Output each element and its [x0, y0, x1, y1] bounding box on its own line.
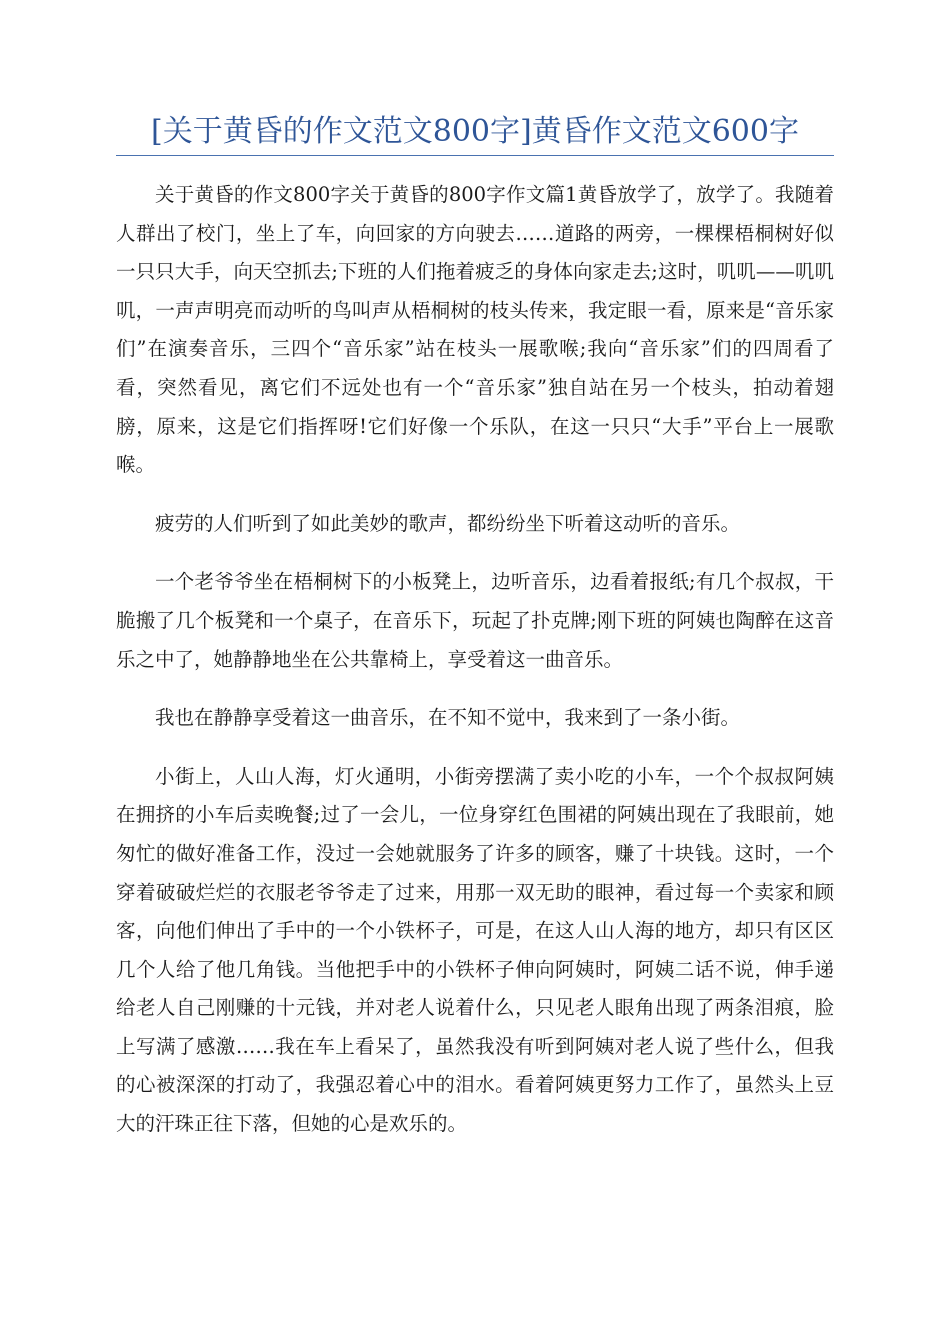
paragraph-3: 一个老爷爷坐在梧桐树下的小板凳上，边听音乐，边看着报纸;有几个叔叔，干脆搬了几个板凳和一个桌子，在音乐下，玩起了扑克牌;刚下班的阿姨也陶醉在这音乐之中了，她静静地坐在公共靠椅上，享受着这一曲音乐。 [116, 570, 834, 671]
paragraph-5: 小街上，人山人海，灯火通明，小街旁摆满了卖小吃的小车，一个个叔叔阿姨在拥挤的小车后卖晚餐;过了一会儿，一位身穿红色围裙的阿姨出现在了我眼前，她匆忙的做好准备工作，没过一会她就服务了许多的顾客，赚了十块钱。这时，一个穿着破破烂烂的衣服老爷爷走了过来，用那一双无助的眼神，看过每一个卖家和顾客，向他们伸出了手中的一个小铁杯子，可是，在这人山人海的地方，却只有区区几个人给了他几角钱。当他把手中的小铁杯子伸向阿姨时，阿姨二话不说，伸手递给老人自己刚赚的十元钱，并对老人说着什么，只见老人眼角出现了两条泪痕，脸上写满了感激……我在车上看呆了，虽然我没有听到阿姨对老人说了些什么，但我的心被深深的打动了，我强忍着心中的泪水。看着阿姨更努力工作了，虽然头上豆大的汗珠正往下落，但她的心是欢乐的。 [116, 764, 834, 1136]
document-body [116, 176, 834, 1164]
paragraph-2: 疲劳的人们听到了如此美妙的歌声，都纷纷坐下听着这动听的音乐。 [155, 511, 741, 535]
paragraph-4: 我也在静静享受着这一曲音乐，在不知不觉中，我来到了一条小街。 [155, 706, 741, 730]
paragraph-1: 关于黄昏的作文800字关于黄昏的800字作文篇1黄昏放学了，放学了。我随着人群出了校门，坐上了车，向回家的方向驶去……道路的两旁，一棵棵梧桐树好似一只只大手，向天空抓去;下班的人们拖着疲乏的身体向家走去;这时，叽叽——叽叽叽，一声声明亮而动听的鸟叫声从梧桐树的枝头传来，我定眼一看，原来是“音乐家们”在演奏音乐，三四个“音乐家”站在枝头一展歌喉;我向“音乐家”们的四周看了看，突然看见，离它们不远处也有一个“音乐家”独自站在另一个枝头，拍动着翅膀，原来，这是它们指挥呀!它们好像一个乐队，在这一只只“大手”平台上一展歌喉。 [116, 183, 834, 477]
document-title: [关于黄昏的作文范文800字]黄昏作文范文600字 [151, 114, 799, 149]
title-underline [116, 155, 834, 156]
